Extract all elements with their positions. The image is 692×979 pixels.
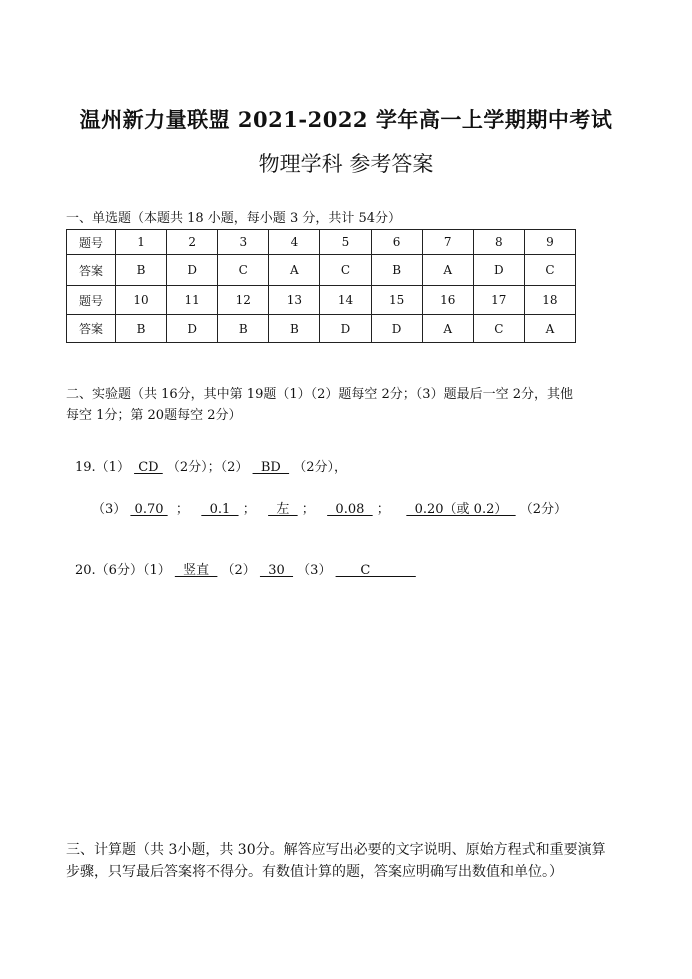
- document-title: 温州新力量联盟 2021-2022 学年高一上学期期中考试: [79, 107, 613, 132]
- q20-part-2-label: （2）: [221, 563, 256, 578]
- q19-separator: ；: [376, 502, 403, 517]
- table-cell-number: 5: [320, 230, 371, 255]
- table-cell-number: 15: [371, 286, 422, 315]
- q20-prefix: 20.（6分）（1）: [75, 563, 171, 578]
- table-cell-number: 1: [116, 230, 167, 255]
- q20-part-3-label: （3）: [297, 563, 332, 578]
- table-cell-answer: B: [116, 315, 167, 343]
- section2-heading-line2: 每空 1分；第 20题每空 2分）: [66, 408, 242, 423]
- table-cell-number: 17: [473, 286, 524, 315]
- section3-heading-line2: 步骤，只写最后答案将不得分。有数值计算的题，答案应明确写出数值和单位。）: [66, 864, 563, 880]
- q19-answer-3: 0.70: [130, 502, 168, 517]
- table-row-answers-2: [67, 315, 576, 343]
- table-cell-number: 8: [473, 230, 524, 255]
- q19-score-3: （2分）: [519, 502, 568, 517]
- question-19-line2: [92, 499, 567, 521]
- table-cell-label: 题号: [67, 286, 116, 315]
- q19-answer-5: 左: [268, 502, 298, 517]
- table-cell-number: 6: [371, 230, 422, 255]
- table-cell-label: 答案: [67, 315, 116, 343]
- table-cell-answer: B: [371, 255, 422, 286]
- question-20-line: [75, 560, 416, 582]
- answer-table: [66, 229, 576, 343]
- table-cell-number: 11: [167, 286, 218, 315]
- q19-answer-4: 0.1: [201, 502, 239, 517]
- q20-answer-1: 竖直: [174, 563, 218, 578]
- table-cell-answer: D: [167, 255, 218, 286]
- table-cell-number: 2: [167, 230, 218, 255]
- q20-answer-3: C: [335, 563, 416, 578]
- table-row-numbers-1: [67, 230, 576, 255]
- table-cell-answer: A: [422, 255, 473, 286]
- table-cell-number: 3: [218, 230, 269, 255]
- q19-score-1: （2分）；（2）: [166, 460, 249, 475]
- table-cell-number: 9: [524, 230, 575, 255]
- table-cell-answer: B: [218, 315, 269, 343]
- table-cell-number: 12: [218, 286, 269, 315]
- table-cell-answer: B: [116, 255, 167, 286]
- q19-prefix: 19.（1）: [75, 460, 130, 475]
- table-cell-answer: D: [473, 255, 524, 286]
- section2-heading-line1: 二、实验题（共 16分，其中第 19题（1）（2）题每空 2分；（3）题最后一空 2分，其他: [66, 387, 573, 402]
- table-cell-number: 16: [422, 286, 473, 315]
- table-cell-answer: A: [524, 315, 575, 343]
- q19-answer-6: 0.08: [327, 502, 373, 517]
- table-cell-answer: D: [371, 315, 422, 343]
- q19-score-2: （2分），: [293, 460, 347, 475]
- table-cell-number: 14: [320, 286, 371, 315]
- table-cell-answer: C: [473, 315, 524, 343]
- q19-part3-prefix: （3）: [92, 502, 127, 517]
- table-cell-label: 题号: [67, 230, 116, 255]
- table-cell-number: 7: [422, 230, 473, 255]
- q19-separator: ；: [301, 502, 324, 517]
- q19-separator: ；: [171, 502, 198, 517]
- q19-separator: ；: [242, 502, 264, 517]
- q19-answer-1: CD: [134, 460, 163, 475]
- table-cell-number: 10: [116, 286, 167, 315]
- section1-heading: 一、单选题（本题共 18 小题，每小题 3 分，共计 54分）: [66, 211, 402, 226]
- table-cell-answer: D: [167, 315, 218, 343]
- table-cell-answer: C: [218, 255, 269, 286]
- q19-answer-7: 0.20（或 0.2）: [406, 502, 516, 517]
- table-cell-answer: B: [269, 315, 320, 343]
- table-cell-number: 18: [524, 286, 575, 315]
- table-row-answers-1: [67, 255, 576, 286]
- table-cell-answer: C: [320, 255, 371, 286]
- table-cell-answer: C: [524, 255, 575, 286]
- table-cell-number: 4: [269, 230, 320, 255]
- table-cell-answer: A: [422, 315, 473, 343]
- q20-answer-2: 30: [259, 563, 294, 578]
- document-subtitle: 物理学科 参考答案: [258, 152, 434, 176]
- table-cell-number: 13: [269, 286, 320, 315]
- table-cell-answer: A: [269, 255, 320, 286]
- q19-answer-2: BD: [252, 460, 290, 475]
- section3-heading-line1: 三、计算题（共 3小题，共 30分。解答应写出必要的文字说明、原始方程式和重要演算: [66, 842, 606, 858]
- table-cell-answer: D: [320, 315, 371, 343]
- question-19-line1: [75, 457, 347, 479]
- table-cell-label: 答案: [67, 255, 116, 286]
- table-row-numbers-2: [67, 286, 576, 315]
